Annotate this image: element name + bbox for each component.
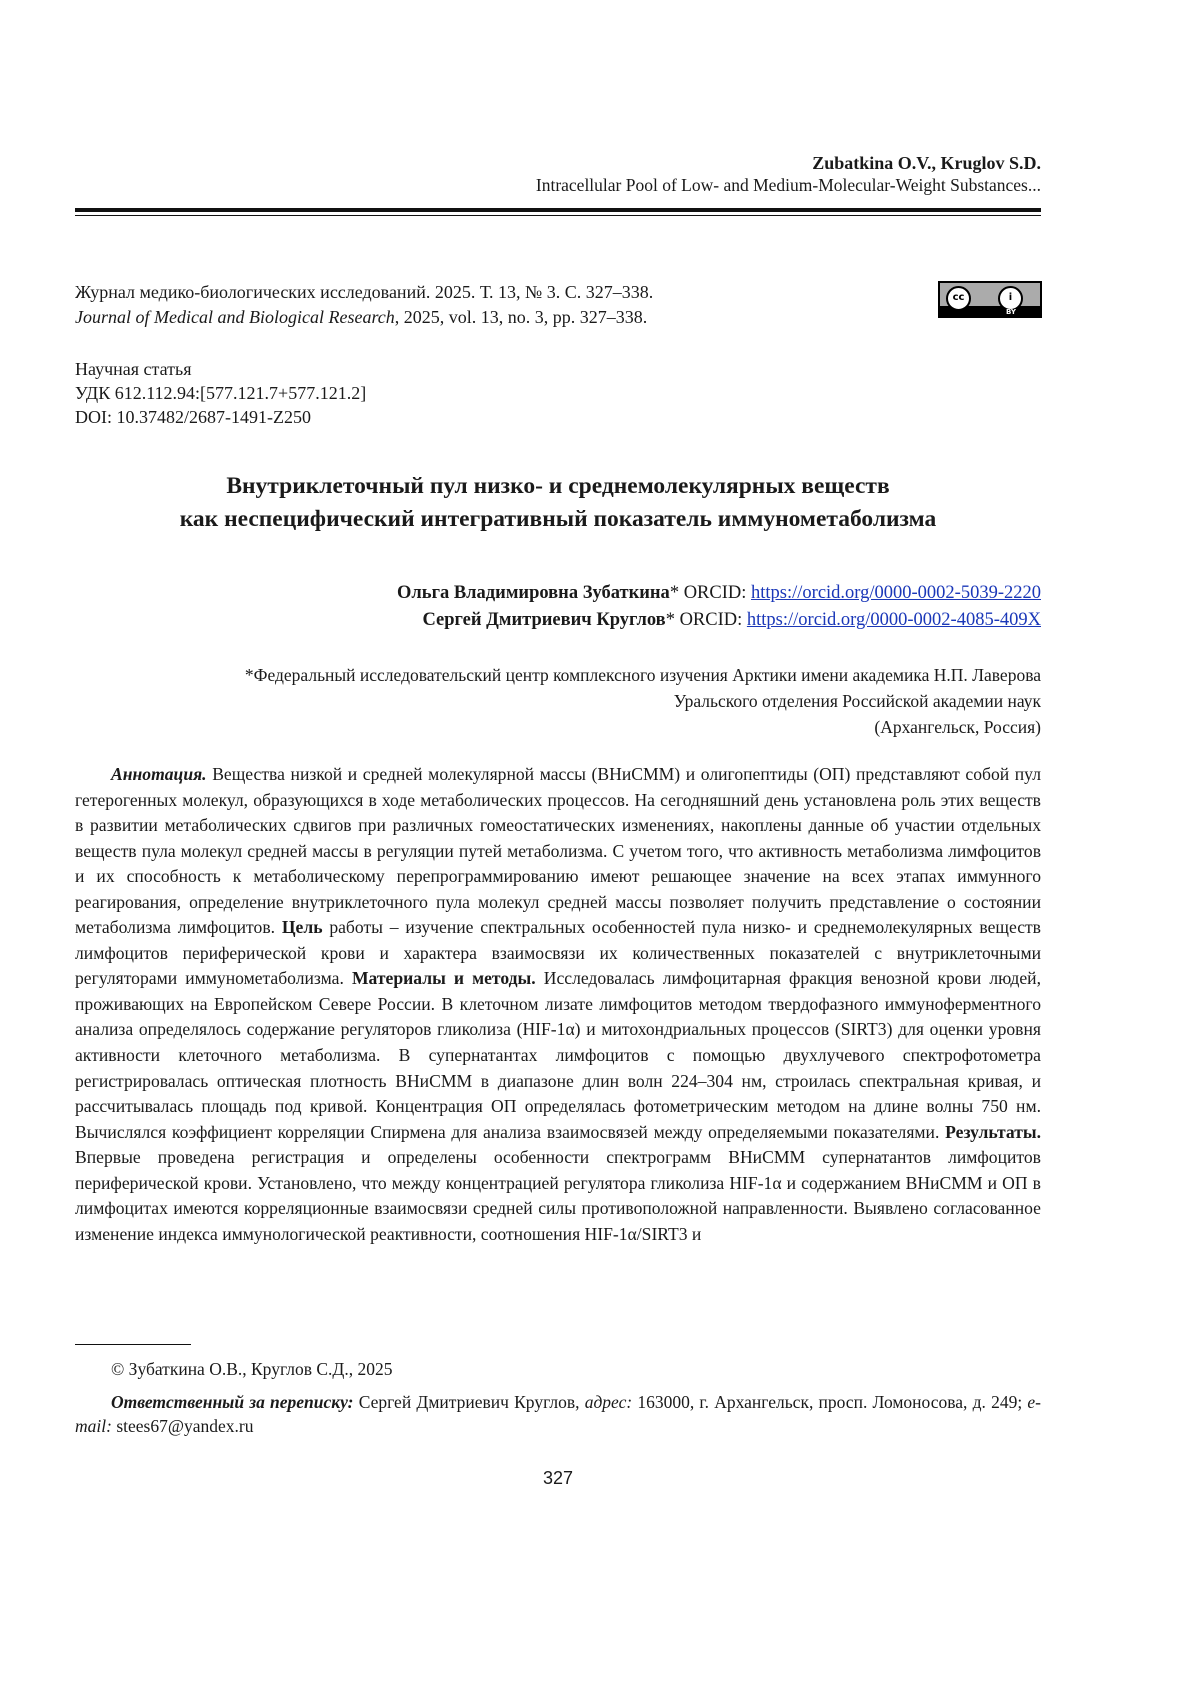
running-header-authors: Zubatkina O.V., Kruglov S.D. (76, 152, 1041, 174)
running-header-title: Intracellular Pool of Low- and Medium-Molecular-Weight Substances... (76, 174, 1041, 196)
address-label: адрес: (585, 1392, 632, 1412)
affiliation-line-1: *Федеральный исследовательский центр комплексного изучения Арктики имени академика Н.П. Лаверова (75, 662, 1041, 688)
correspondence-name: Сергей Дмитриевич Круглов, (354, 1392, 585, 1412)
doi: DOI: 10.37482/2687-1491-Z250 (75, 405, 366, 429)
results-label: Результаты. (945, 1122, 1041, 1142)
journal-citation (75, 280, 855, 330)
correspondence-label: Ответственный за переписку: (111, 1392, 354, 1412)
footnote-rule (75, 1344, 191, 1345)
citation-en-journal: Journal of Medical and Biological Research (75, 307, 395, 327)
citation-ru: Журнал медико-биологических исследований. 2025. Т. 13, № 3. С. 327–338. (75, 280, 855, 305)
orcid-link[interactable]: https://orcid.org/0000-0002-4085-409X (747, 610, 1041, 630)
correspondence-email[interactable]: stees67@yandex.ru (112, 1416, 254, 1436)
methods-label: Материалы и методы. (352, 968, 536, 988)
abstract-methods: Исследовалась лимфоцитарная фракция венозной крови людей, проживающих на Европейском Севере России. В клеточном лизате лимфоцитов методом твердофазного иммуноферментного анализа определялось содержание регуляторов гликолиза (HIF-1α) и митохондриальных процессов (SIRT3) для оценки уровня активности клеточного метаболизма. В супернатантах лимфоцитов с помощью двухлучевого спектрофотометра регистрировалась оптическая плотность ВНиСММ в диапазоне длин волн 224–304 нм, строилась спектральная кривая, и рассчитывалась площадь под кривой. Концентрация ОП определялась фотометрическим методом на длине волны 750 нм. Вычислялся коэффициент корреляции Спирмена для анализа взаимосвязей между определяемыми показателями. (75, 968, 1041, 1141)
title-line-1: Внутриклеточный пул низко- и среднемолекулярных веществ (75, 470, 1041, 503)
author-row (75, 607, 1041, 634)
udc-code: УДК 612.112.94:[577.121.7+577.121.2] (75, 381, 366, 405)
citation-en (75, 305, 855, 330)
goal-label: Цель (282, 917, 323, 937)
title-line-2: как неспецифический интегративный показатель иммунометаболизма (75, 503, 1041, 536)
affiliation (75, 662, 1041, 740)
correspondence-note (75, 1390, 1041, 1438)
license-by-label: BY (996, 307, 1026, 317)
attribution-person-icon: i (998, 286, 1023, 311)
citation-en-details: , 2025, vol. 13, no. 3, pp. 327–338. (395, 307, 648, 327)
author-name: Сергей Дмитриевич Круглов (422, 610, 665, 630)
author-list (75, 580, 1041, 634)
orcid-label: * ORCID: (666, 610, 747, 630)
correspondence-address: 163000, г. Архангельск, просп. Ломоносова, д. 249; (632, 1392, 1027, 1412)
abstract (75, 762, 1041, 1247)
author-row (75, 580, 1041, 607)
affiliation-line-2: Уральского отделения Российской академии наук (75, 688, 1041, 714)
cc-by-license-badge[interactable] (938, 281, 1042, 318)
orcid-link[interactable]: https://orcid.org/0000-0002-5039-2220 (751, 583, 1041, 603)
email-label: e-mail: (75, 1392, 1041, 1436)
abstract-goal: работы – изучение спектральных особенностей пула низко- и среднемолекулярных веществ лимфоцитов периферической крови и характера взаимосвязи их количественных показателей с внутриклеточными регуляторами иммунометаболизма. (75, 917, 1041, 988)
article-type: Научная статья (75, 357, 366, 381)
running-header (76, 152, 1041, 196)
paper-page (0, 0, 1200, 1697)
copyright-note: © Зубаткина О.В., Круглов С.Д., 2025 (111, 1357, 392, 1381)
author-name: Ольга Владимировна Зубаткина (397, 583, 670, 603)
abstract-results: Впервые проведена регистрация и определены особенности спектрограмм ВНиСММ супернатантов лимфоцитов периферической крови. Установлено, что между концентрацией регулятора гликолиза HIF-1α и содержанием ВНиСММ и ОП в лимфоцитах имеются корреляционные взаимосвязи средней силы противоположной направленности. Выявлено согласованное изменение индекса иммунологической реактивности, соотношения HIF-1α/SIRT3 и (75, 1147, 1041, 1244)
abstract-intro: Вещества низкой и средней молекулярной массы (ВНиСММ) и олигопептиды (ОП) представляют собой пул гетерогенных молекул, образующихся в ходе метаболических процессов. На сегодняшний день установлена роль этих веществ в развитии метаболических сдвигов при различных гомеостатических изменениях, накоплены данные об участии отдельных веществ пула молекул средней массы в регуляции путей метаболизма. С учетом того, что активность метаболизма лимфоцитов и их способность к метаболическому перепрограммированию имеют решающее значение на всех этапах иммунного реагирования, определение внутриклеточного пула молекул средней массы позволяет получить представление о состоянии метаболизма лимфоцитов. (75, 764, 1041, 937)
abstract-paragraph (75, 762, 1041, 1247)
affiliation-line-3: (Архангельск, Россия) (75, 714, 1041, 740)
header-rule-thick (75, 208, 1041, 212)
orcid-label: * ORCID: (670, 583, 751, 603)
article-title (75, 470, 1041, 536)
header-rule-thin (75, 215, 1041, 216)
article-meta (75, 357, 366, 429)
abstract-label: Аннотация. (111, 764, 207, 784)
page-number: 327 (0, 1467, 1116, 1489)
cc-icon: cc (946, 286, 971, 311)
